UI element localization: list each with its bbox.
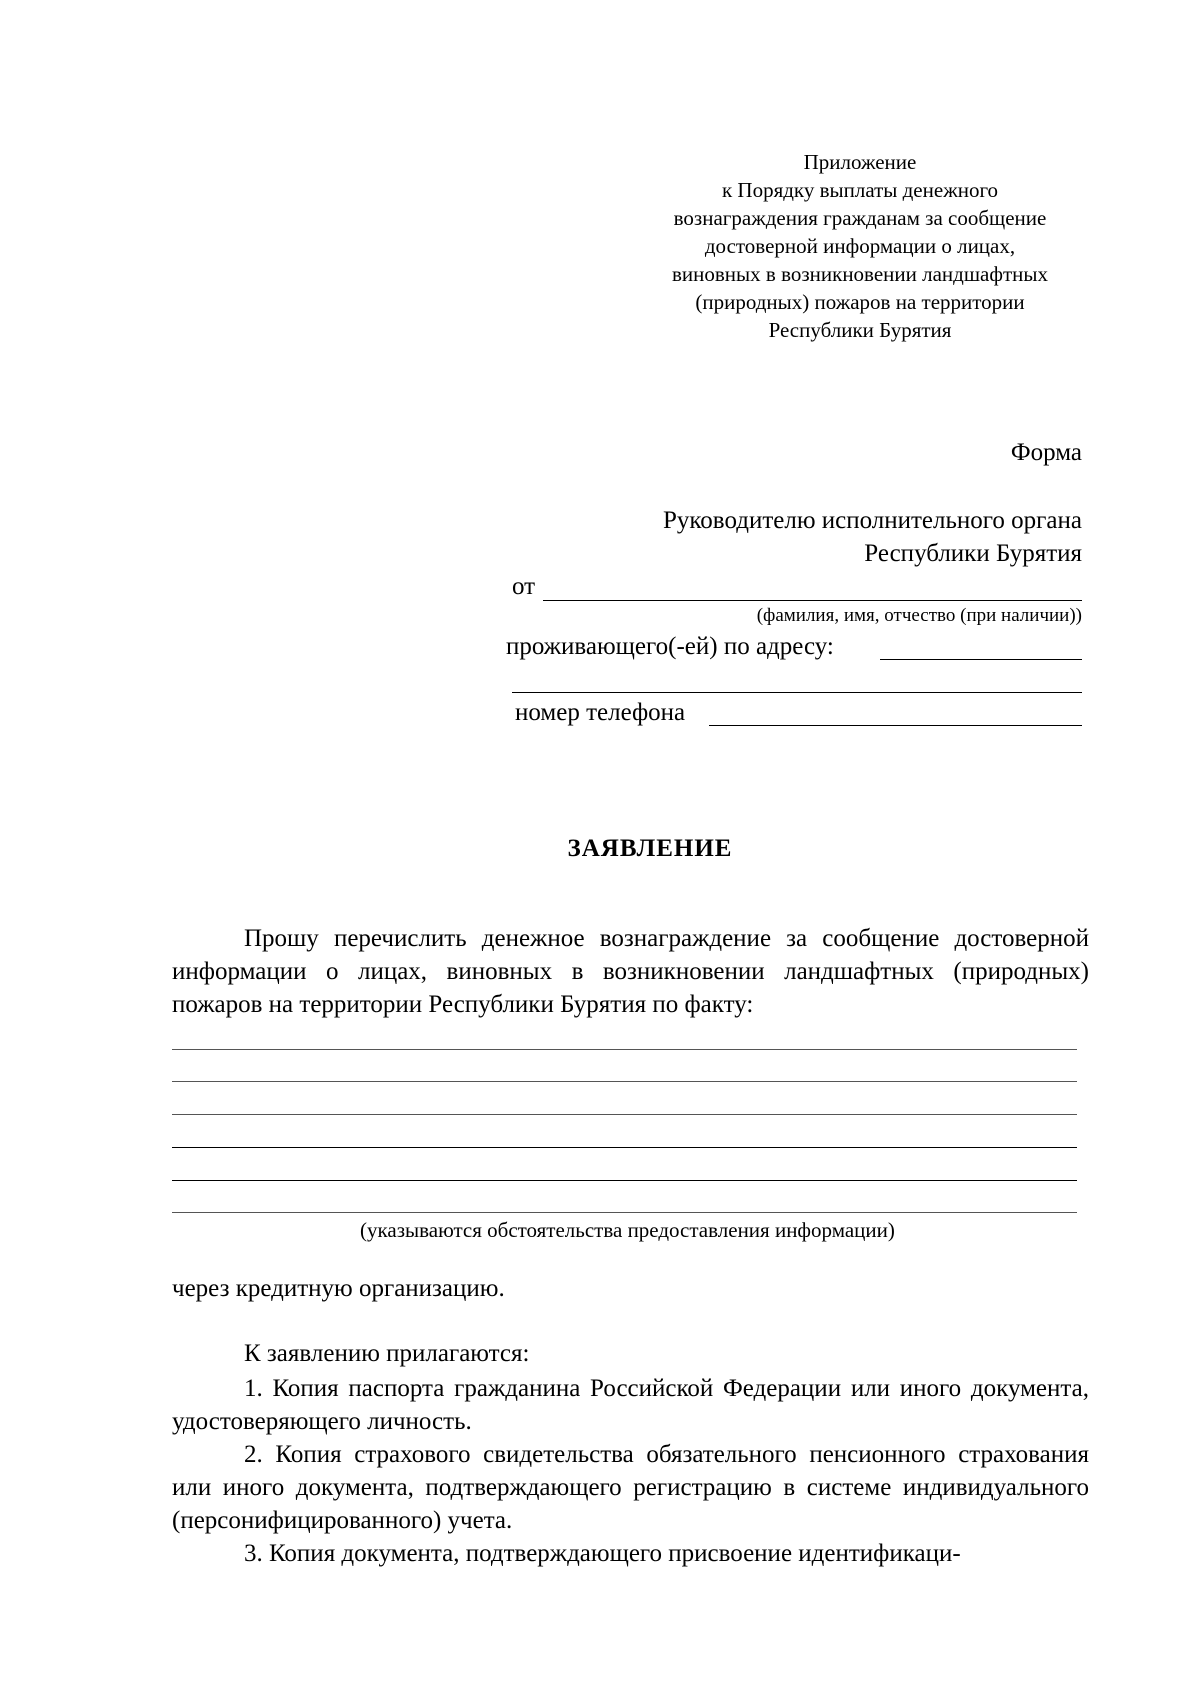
phone-label: номер телефона	[515, 699, 686, 726]
appendix-line: Республики Бурятия	[768, 318, 952, 342]
attachment-item-1: 1. Копия паспорта гражданина Российской Федерации или иного документа, удостоверяющего личность.	[172, 1375, 1089, 1435]
attachment-item-2: 2. Копия страхового свидетельства обязательного пенсионного страхования или иного документа, подтверждающего регистрацию в системе индивидуального (персонифицированного) учета.	[172, 1441, 1089, 1534]
appendix-line: вознаграждения гражданам за сообщение	[673, 206, 1047, 230]
phone-field[interactable]	[709, 725, 1082, 726]
circumstances-line[interactable]	[172, 1212, 1077, 1213]
circumstances-line[interactable]	[172, 1180, 1077, 1181]
addressee-block	[522, 504, 1082, 570]
address-label: проживающего(-ей) по адресу:	[506, 633, 834, 660]
appendix-line: достоверной информации о лицах,	[704, 234, 1016, 258]
circumstances-line[interactable]	[172, 1081, 1077, 1082]
from-name-field[interactable]	[543, 600, 1082, 601]
circumstances-line[interactable]	[172, 1049, 1077, 1050]
from-label: от	[512, 573, 536, 600]
request-paragraph: Прошу перечислить денежное вознаграждение за сообщение достоверной информации о лицах, виновных в возникновении ландшафтных (природных) пожаров на территории Республики Бурятия по факту:	[172, 925, 1089, 1018]
circumstances-hint: (указываются обстоятельства предоставления информации)	[360, 1218, 895, 1242]
address-field-continued[interactable]	[512, 692, 1082, 693]
attachments-heading: К заявлению прилагаются:	[244, 1340, 530, 1367]
form-label: Форма	[1010, 439, 1082, 466]
addressee-line-1: Руководителю исполнительного органа	[663, 507, 1082, 534]
from-hint: (фамилия, имя, отчество (при наличии))	[756, 605, 1082, 626]
appendix-line: к Порядку выплаты денежного	[721, 178, 999, 202]
document-title: ЗАЯВЛЕНИЕ	[567, 835, 733, 862]
attachment-item-3: 3. Копия документа, подтверждающего присвоение идентификаци-	[244, 1540, 961, 1567]
addressee-line-2: Республики Бурятия	[864, 540, 1082, 567]
circumstances-line[interactable]	[172, 1114, 1077, 1115]
appendix-header	[640, 148, 1080, 344]
circumstances-line[interactable]	[172, 1147, 1077, 1148]
appendix-line: Приложение	[803, 150, 917, 174]
appendix-line: (природных) пожаров на территории	[695, 290, 1025, 314]
appendix-line: виновных в возникновении ландшафтных	[672, 262, 1048, 286]
via-bank-text: через кредитную организацию.	[172, 1275, 505, 1302]
address-field[interactable]	[880, 659, 1082, 660]
